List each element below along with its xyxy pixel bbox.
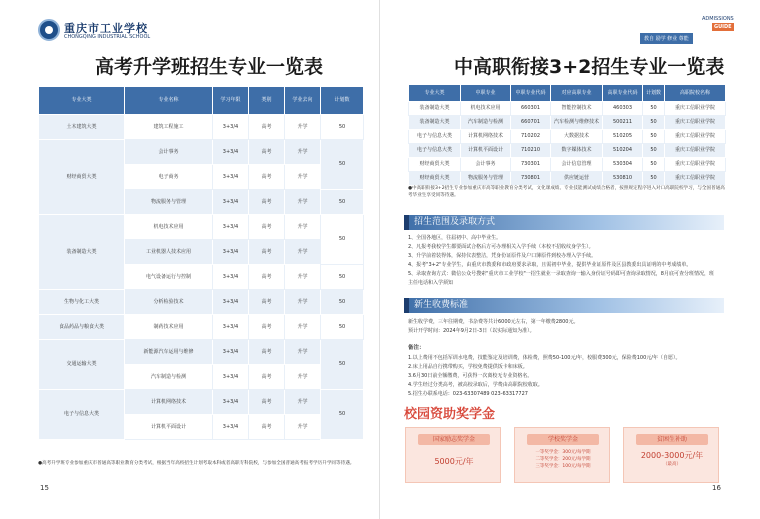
dest-cell: 升学 xyxy=(285,190,321,215)
table-cell: 710202 xyxy=(511,130,551,144)
table-cell: 重庆工信职业学院 xyxy=(665,130,726,144)
plan-cell: 50 xyxy=(321,290,364,315)
years-cell: 3+3/4 xyxy=(213,315,249,340)
table-cell: 500211 xyxy=(603,116,643,130)
left-footnote: ●高考升学班专业参加重庆市普通高等职业教育分类考试，根据当年高校招生计划考取本科或者高职专科院校，与参加全国普通高考报考学历升学同等待遇。 xyxy=(38,461,355,466)
card-value: 5000元/年 xyxy=(434,457,474,466)
column-header: 高职院校名称 xyxy=(665,85,726,102)
type-cell: 高考 xyxy=(249,415,285,440)
major-cell: 物流服务与管理 xyxy=(125,190,213,215)
table-cell: 会计信息管理 xyxy=(551,158,603,172)
type-cell: 高考 xyxy=(249,165,285,190)
section-heading-admission: 招生范围及录取方式 xyxy=(404,215,724,230)
major-cell: 计算机平面设计 xyxy=(125,415,213,440)
table-cell: 460303 xyxy=(603,102,643,116)
table-cell: 电子与信息大类 xyxy=(409,130,461,144)
school-motto-tags: 教自 励学 修业 尊能 xyxy=(640,33,693,44)
plan-cell: 50 xyxy=(321,115,364,140)
column-header: 中职专业 xyxy=(461,85,511,102)
table-row xyxy=(409,130,726,144)
table-cell: 重庆工信职业学院 xyxy=(665,102,726,116)
type-cell: 高考 xyxy=(249,115,285,140)
table-cell: 智能控制技术 xyxy=(551,102,603,116)
type-cell: 高考 xyxy=(249,215,285,240)
admission-rule: 4、报考"3+2"专业学生，由重庆市教委和市政府要求录取，且需初中毕业，提供毕业证原件及区县教委出具证明的中考成绩单。 xyxy=(408,262,692,268)
major-cell: 汽车制造与检测 xyxy=(125,365,213,390)
remark-line: 5.招生办联系电话：023-63307489 023-63317727 xyxy=(408,390,528,397)
table-cell: 财经商贸大类 xyxy=(409,172,461,186)
major-cell: 建筑工程施工 xyxy=(125,115,213,140)
type-cell: 高考 xyxy=(249,190,285,215)
fee-line: 预计开学时间：2024年9月2日-3日（以实际通知为准）。 xyxy=(408,328,535,334)
table-row xyxy=(39,340,364,365)
years-cell: 3+3/4 xyxy=(213,340,249,365)
dest-cell: 升学 xyxy=(285,390,321,415)
table-cell: 机电技术应用 xyxy=(461,102,511,116)
column-header: 学习年限 xyxy=(213,87,249,115)
column-header: 中职专业代码 xyxy=(511,85,551,102)
type-cell: 高考 xyxy=(249,290,285,315)
table-row xyxy=(409,116,726,130)
type-cell: 高考 xyxy=(249,365,285,390)
group-cell: 装备制造大类 xyxy=(39,215,125,290)
table-cell: 50 xyxy=(643,116,665,130)
major-cell: 电气设备运行与控制 xyxy=(125,265,213,290)
major-cell: 制药技术应用 xyxy=(125,315,213,340)
remark-line: 3.6月30日前全额缴费，可获得一次离校无专业资格名。 xyxy=(408,372,533,379)
column-header: 专业名称 xyxy=(125,87,213,115)
years-cell: 3+3/4 xyxy=(213,190,249,215)
table-row xyxy=(409,158,726,172)
table-cell: 汽车制造与检测 xyxy=(461,116,511,130)
type-cell: 高考 xyxy=(249,240,285,265)
table-cell: 510205 xyxy=(603,130,643,144)
dest-cell: 升学 xyxy=(285,240,321,265)
admission-rule: 1、全国各地区，往届初中、高中毕业生。 xyxy=(408,235,502,241)
table-cell: 重庆工信职业学院 xyxy=(665,172,726,186)
table-cell: 重庆工信职业学院 xyxy=(665,158,726,172)
higher-education-majors-table xyxy=(38,86,364,440)
table-cell: 50 xyxy=(643,144,665,158)
dest-cell: 升学 xyxy=(285,315,321,340)
dest-cell: 升学 xyxy=(285,290,321,315)
table-row xyxy=(409,172,726,186)
school-name: 重庆市工业学校 xyxy=(64,22,148,35)
table-cell: 数字媒体技术 xyxy=(551,144,603,158)
column-header: 计划数 xyxy=(643,85,665,102)
table-row xyxy=(39,140,364,165)
table-cell: 730301 xyxy=(511,158,551,172)
table-row xyxy=(409,102,726,116)
table-row xyxy=(39,115,364,140)
dest-cell: 升学 xyxy=(285,115,321,140)
years-cell: 3+3/4 xyxy=(213,265,249,290)
years-cell: 3+3/4 xyxy=(213,365,249,390)
card-value: 2000-3000元/年 xyxy=(640,451,704,460)
group-cell: 财经商贸大类 xyxy=(39,140,125,215)
group-cell: 交通运输大类 xyxy=(39,340,125,390)
years-cell: 3+3/4 xyxy=(213,415,249,440)
card-detail: 一等奖学金：300元/每学期 xyxy=(535,450,591,455)
table-cell: 计算机平面设计 xyxy=(461,144,511,158)
right-footnote: ●中高职衔接3+2招生专业参加重庆市高等职业教育分类考试，文化课成绩、专业技能测试成绩合格者，按照规定程序进入对口高职院校学习，与全国普通高考毕业生享受同等待遇。 xyxy=(408,186,725,198)
plan-cell: 50 xyxy=(321,140,364,190)
table-cell: 财经商贸大类 xyxy=(409,158,461,172)
years-cell: 3+3/4 xyxy=(213,165,249,190)
type-cell: 高考 xyxy=(249,390,285,415)
dest-cell: 升学 xyxy=(285,165,321,190)
dest-cell: 升学 xyxy=(285,140,321,165)
table-cell: 710210 xyxy=(511,144,551,158)
table-cell: 供应链运营 xyxy=(551,172,603,186)
card-detail: 三等奖学金：100元/每学期 xyxy=(535,464,591,469)
major-cell: 电子商务 xyxy=(125,165,213,190)
table-row xyxy=(409,144,726,158)
plan-cell: 50 xyxy=(321,315,364,340)
table-cell: 50 xyxy=(643,130,665,144)
group-cell: 生物与化工大类 xyxy=(39,290,125,315)
type-cell: 高考 xyxy=(249,340,285,365)
left-page-title: 高考升学班招生专业一览表 xyxy=(95,56,324,78)
table-cell: 电子与信息大类 xyxy=(409,144,461,158)
page-number-left: 15 xyxy=(40,484,49,492)
table-row xyxy=(39,290,364,315)
major-cell: 计算机网络技术 xyxy=(125,390,213,415)
remarks xyxy=(408,344,718,399)
table-cell: 计算机网络技术 xyxy=(461,130,511,144)
admission-rule: 5、录取查询方式：微信公众号搜索"重庆市工业学校"一招生就业一录取查询一输入身份证号码即可查询录取情况，8月底可查分班情况，班主任电话和入学须知 xyxy=(408,271,714,286)
guide-label: GUIDE xyxy=(714,24,732,30)
major-cell: 会计事务 xyxy=(125,140,213,165)
table-cell: 汽车检测与维修技术 xyxy=(551,116,603,130)
fee-info xyxy=(408,318,718,336)
remark-line: 2.床上用品自行携带购买，学校免费提供饭卡和床板。 xyxy=(408,363,528,370)
years-cell: 3+3/4 xyxy=(213,115,249,140)
table-header-row xyxy=(39,87,364,115)
school-logo-icon xyxy=(38,19,60,41)
remark-line: 1.以上费用不包括军训水电费，技能鉴定及培训费，体检费，照费50-100元/年，校服费300元，保险费100元/年（自愿）。 xyxy=(408,354,681,361)
table-cell: 660301 xyxy=(511,102,551,116)
page-number-right: 16 xyxy=(712,484,721,492)
table-cell: 530304 xyxy=(603,158,643,172)
scholarship-title: 校园资助奖学金 xyxy=(404,407,496,422)
years-cell: 3+3/4 xyxy=(213,215,249,240)
table-header-row xyxy=(409,85,726,102)
table-cell: 重庆工信职业学院 xyxy=(665,144,726,158)
table-cell: 大数据技术 xyxy=(551,130,603,144)
table-cell: 重庆工信职业学院 xyxy=(665,116,726,130)
right-page-title: 中高职衔接3+2招生专业一览表 xyxy=(454,56,725,78)
group-cell: 食品药品与粮食大类 xyxy=(39,315,125,340)
type-cell: 高考 xyxy=(249,265,285,290)
column-header: 专业大类 xyxy=(39,87,125,115)
dest-cell: 升学 xyxy=(285,265,321,290)
major-cell: 分析检验技术 xyxy=(125,290,213,315)
column-header: 高职专业代码 xyxy=(603,85,643,102)
type-cell: 高考 xyxy=(249,315,285,340)
years-cell: 3+3/4 xyxy=(213,390,249,415)
major-cell: 新能源汽车运用与维修 xyxy=(125,340,213,365)
table-cell: 装备制造大类 xyxy=(409,116,461,130)
scholarship-card xyxy=(405,427,501,483)
admissions-label: ADMISSIONS xyxy=(702,16,734,22)
table-cell: 510204 xyxy=(603,144,643,158)
column-header: 专业大类 xyxy=(409,85,461,102)
plan-cell: 50 xyxy=(321,190,364,215)
years-cell: 3+3/4 xyxy=(213,290,249,315)
school-name-en: CHONGQING INDUSTRIAL SCHOOL xyxy=(64,34,151,40)
type-cell: 高考 xyxy=(249,140,285,165)
table-row xyxy=(39,315,364,340)
column-header: 类别 xyxy=(249,87,285,115)
plan-cell: 50 xyxy=(321,390,364,440)
table-cell: 物流服务与管理 xyxy=(461,172,511,186)
table-cell: 730801 xyxy=(511,172,551,186)
dest-cell: 升学 xyxy=(285,340,321,365)
card-heading: 贫困生补助 xyxy=(636,434,708,445)
years-cell: 3+3/4 xyxy=(213,140,249,165)
card-detail: （最高） xyxy=(663,462,681,467)
fee-line: 新生收学费，三年往期费，书杂费等共计6000元左右，第一年缴费2800元。 xyxy=(408,319,579,325)
scholarship-card xyxy=(514,427,610,483)
major-cell: 工业机器人技术应用 xyxy=(125,240,213,265)
major-cell: 机电技术应用 xyxy=(125,215,213,240)
group-cell: 电子与信息大类 xyxy=(39,390,125,440)
remark-line: 4.学生经过分类高考，被高校录取后，学费由高职院校收取。 xyxy=(408,381,543,388)
admission-rule: 2、凡报考我校学生都要面试合格后方可办理相关入学手续（本校不招收纹身学生）。 xyxy=(408,244,594,250)
remarks-title: 备注： xyxy=(408,345,425,351)
admission-rules xyxy=(408,234,718,288)
table-row xyxy=(39,215,364,240)
card-heading: 学校奖学金 xyxy=(527,434,599,445)
admission-rule: 3、升学前着装得体，保持仪表整洁，凭身份证原件及户口簿原件到校办理入学手续。 xyxy=(408,253,597,259)
plan-cell: 50 xyxy=(321,215,364,265)
card-detail: 二等奖学金：200元/每学期 xyxy=(535,457,591,462)
table-cell: 装备制造大类 xyxy=(409,102,461,116)
table-cell: 530810 xyxy=(603,172,643,186)
column-header: 学业去向 xyxy=(285,87,321,115)
table-cell: 50 xyxy=(643,172,665,186)
scholarship-card xyxy=(623,427,719,483)
section-heading-fees: 新生收费标准 xyxy=(404,298,724,313)
column-header: 对应高职专业 xyxy=(551,85,603,102)
group-cell: 土木建筑大类 xyxy=(39,115,125,140)
plan-cell: 50 xyxy=(321,340,364,390)
vocational-3plus2-table xyxy=(408,84,726,186)
table-cell: 50 xyxy=(643,158,665,172)
dest-cell: 升学 xyxy=(285,365,321,390)
plan-cell: 50 xyxy=(321,265,364,290)
card-heading: 国家励志奖学金 xyxy=(418,434,490,445)
dest-cell: 升学 xyxy=(285,415,321,440)
table-cell: 50 xyxy=(643,102,665,116)
column-header: 计划数 xyxy=(321,87,364,115)
table-cell: 会计事务 xyxy=(461,158,511,172)
years-cell: 3+3/4 xyxy=(213,240,249,265)
table-cell: 660701 xyxy=(511,116,551,130)
table-row xyxy=(39,390,364,415)
dest-cell: 升学 xyxy=(285,215,321,240)
